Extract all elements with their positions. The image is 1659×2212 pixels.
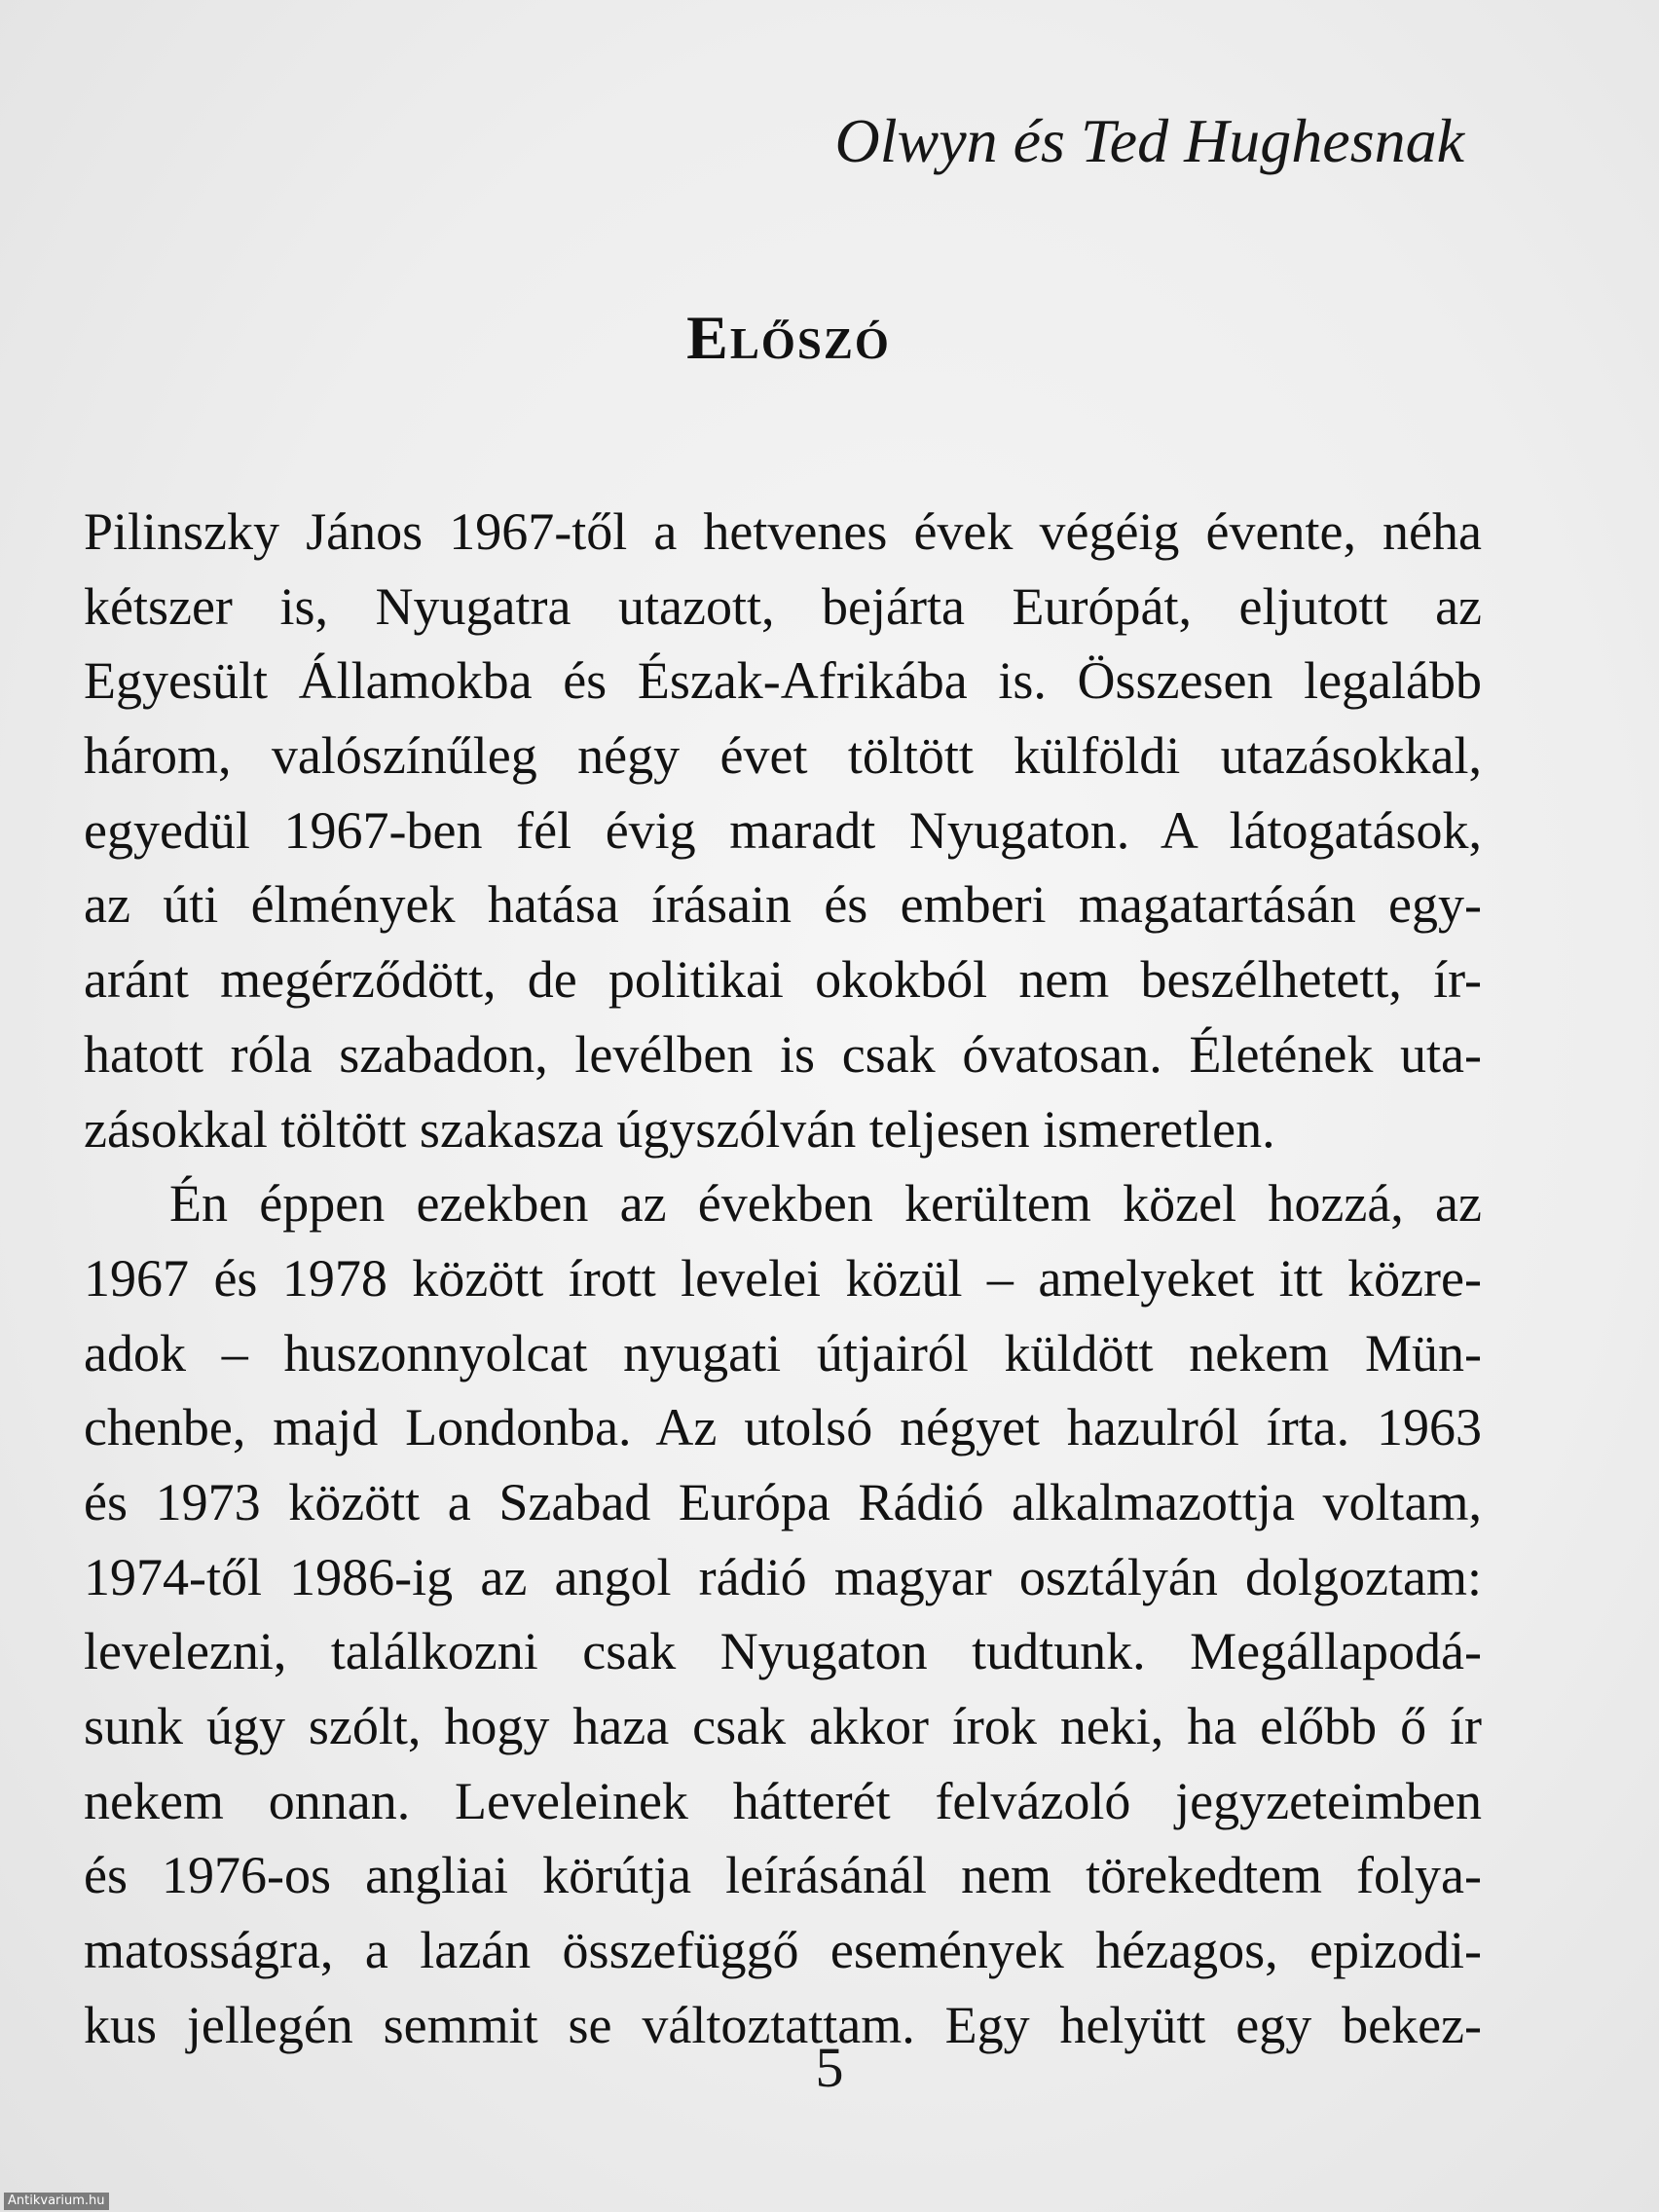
page-number: 5 [815, 2036, 844, 2099]
text-line: adok – huszonnyolcat nyugati útjairól küldött nekem Mün- [84, 1323, 1482, 1382]
page-title: Előszó [686, 303, 891, 372]
text-line: sunk úgy szólt, hogy haza csak akkor írok neki, ha előbb ő ír [84, 1697, 1482, 1755]
show-through-text [78, 19, 1558, 90]
text-line: zásokkal töltött szakasza úgyszólván teljesen ismeretlen. [84, 1099, 1275, 1159]
text-line: és 1976-os angliai körútja leírásánál nem törekedtem folya- [84, 1846, 1482, 1905]
text-line: Pilinszky János 1967-től a hetvenes évek végéig évente, néha [84, 502, 1482, 561]
text-line: és 1973 között a Szabad Európa Rádió alkalmazottja voltam, [84, 1472, 1482, 1531]
text-line: egyedül 1967-ben fél évig maradt Nyugaton. A látogatások, [84, 800, 1482, 860]
watermark-label: Antikvarium.hu [4, 2193, 109, 2210]
text-line: nekem onnan. Leveleinek hátterét felvázoló jegyzeteimben [84, 1771, 1482, 1830]
text-line: hatott róla szabadon, levélben is csak óvatosan. Életének uta- [84, 1024, 1482, 1084]
paragraph [84, 495, 1482, 1166]
text-line: levelezni, találkozni csak Nyugaton tudtunk. Megállapodá- [84, 1622, 1482, 1681]
text-line: Egyesült Államokba és Észak-Afrikába is. Összesen legalább [84, 651, 1482, 711]
text-line: Én éppen ezekben az években kerültem közel hozzá, az [169, 1174, 1482, 1234]
text-line: chenbe, majd Londonba. Az utolsó négyet hazulról írta. 1963 [84, 1398, 1482, 1457]
body-text [84, 495, 1482, 2062]
text-line: kus jellegén semmit se változtattam. Egy helyütt egy bekez- [84, 1995, 1482, 2054]
text-line: 1974-től 1986-ig az angol rádió magyar osztályán dolgoztam: [84, 1547, 1482, 1606]
dedication: Olwyn és Ted Hughesnak [834, 106, 1464, 175]
text-line: matosságra, a lazán összefüggő események hézagos, epizodi- [84, 1921, 1482, 1980]
text-line: kétszer is, Nyugatra utazott, bejárta Európát, eljutott az [84, 576, 1482, 636]
text-line: az úti élmények hatása írásain és emberi magatartásán egy- [84, 875, 1482, 935]
text-line: 1967 és 1978 között írott levelei közül – amelyeket itt közre- [84, 1248, 1482, 1308]
text-line: aránt megérződött, de politikai okokból nem beszélhetett, ír- [84, 950, 1482, 1010]
text-line: három, valószínűleg négy évet töltött külföldi utazásokkal, [84, 726, 1482, 786]
paragraph [84, 1166, 1482, 2062]
